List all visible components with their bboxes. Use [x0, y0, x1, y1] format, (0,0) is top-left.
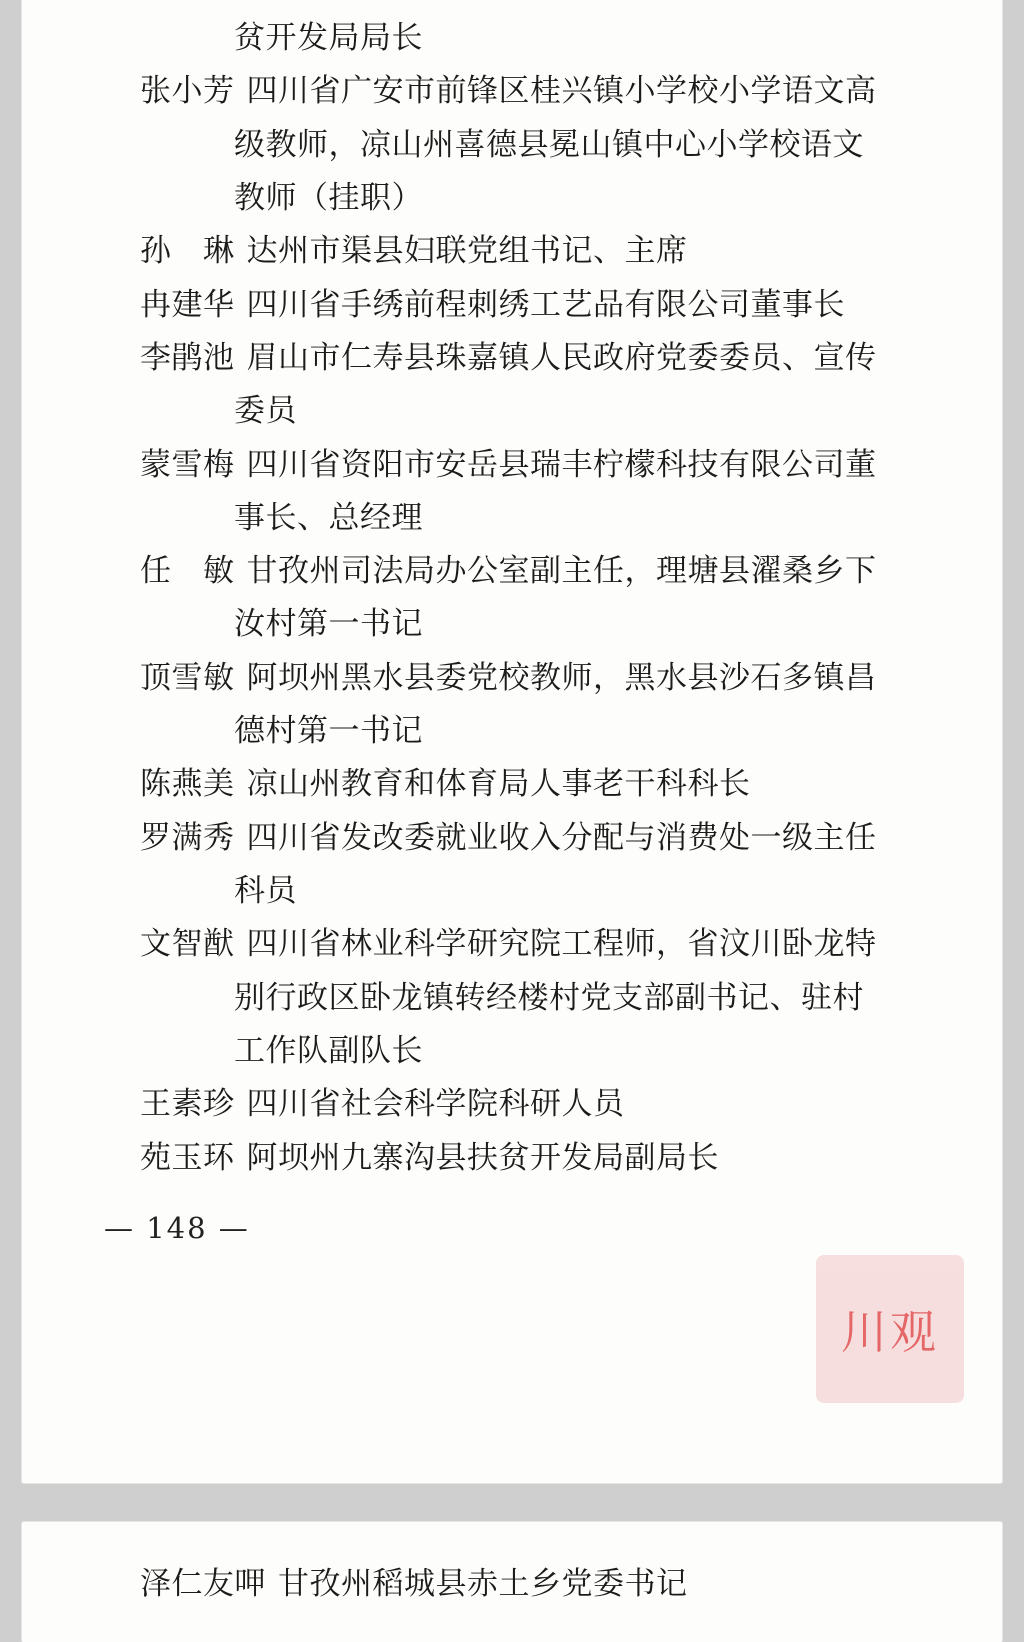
continued-line-from-previous-page: 贫开发局局长	[234, 20, 423, 56]
person-title: 四川省资阳市安岳县瑞丰柠檬科技有限公司董	[246, 446, 877, 483]
person-name: 文智猷	[140, 926, 235, 963]
person-title-cont: 汝村第一书记	[234, 606, 423, 643]
person-name: 王素珍	[140, 1086, 235, 1123]
list-item	[52, 1078, 972, 1131]
person-title: 四川省广安市前锋区桂兴镇小学校小学语文高	[246, 73, 877, 110]
list-item	[52, 439, 972, 492]
next-page-content	[22, 1522, 1002, 1611]
person-title-cont: 教师（挂职）	[234, 179, 423, 216]
list-item	[52, 225, 972, 278]
list-item	[52, 65, 972, 118]
person-name: 冉建华	[140, 286, 235, 323]
person-title: 四川省林业科学研究院工程师，省汶川卧龙特	[246, 926, 877, 963]
person-title: 甘孜州稻城县赤土乡党委书记	[278, 1566, 688, 1602]
person-title: 甘孜州司法局办公室副主任，理塘县濯桑乡下	[246, 553, 877, 590]
list-item	[52, 332, 972, 385]
list-item	[52, 918, 972, 971]
person-name: 蒙雪梅	[140, 446, 235, 483]
person-name: 顶雪敏	[140, 659, 235, 696]
list-item	[52, 1558, 972, 1611]
list-item	[52, 652, 972, 705]
person-title: 眉山市仁寿县珠嘉镇人民政府党委委员、宣传	[246, 339, 877, 376]
list-item	[52, 279, 972, 332]
person-name: 李鹃池	[140, 339, 235, 376]
person-title: 达州市渠县妇联党组书记、主席	[246, 233, 688, 270]
person-title: 四川省社会科学院科研人员	[246, 1086, 625, 1123]
list-item	[52, 812, 972, 865]
person-name: 孙 琳	[140, 233, 235, 270]
person-title: 四川省手绣前程刺绣工艺品有限公司董事长	[246, 286, 845, 323]
person-name: 陈燕美	[140, 766, 235, 803]
person-title-cont: 工作队副队长	[234, 1032, 423, 1069]
person-name: 张小芳	[140, 73, 235, 110]
person-title-cont: 委员	[234, 393, 297, 430]
list-item	[52, 758, 972, 811]
page-number: — 148 —	[104, 1210, 250, 1245]
document-page-next	[22, 1522, 1002, 1642]
person-name: 苑玉环	[140, 1139, 235, 1176]
person-title-cont: 德村第一书记	[234, 713, 423, 750]
document-page-148	[22, 0, 1002, 1483]
person-title-cont: 级教师，凉山州喜德县冕山镇中心小学校语文	[234, 126, 864, 163]
person-title-cont: 科员	[234, 873, 297, 909]
person-name: 罗满秀	[140, 819, 235, 856]
person-title: 四川省发改委就业收入分配与消费处一级主任	[246, 819, 877, 856]
person-title: 阿坝州九寨沟县扶贫开发局副局长	[246, 1139, 719, 1176]
person-title-cont: 别行政区卧龙镇转经楼村党支部副书记、驻村	[234, 979, 864, 1016]
page-content	[22, 0, 1002, 1245]
person-name: 泽仁友呷	[140, 1566, 266, 1602]
person-title: 阿坝州黑水县委党校教师，黑水县沙石多镇昌	[246, 659, 877, 696]
list-item	[52, 1132, 972, 1185]
person-name: 任 敏	[140, 553, 235, 590]
person-title: 凉山州教育和体育局人事老干科科长	[246, 766, 751, 803]
list-item	[52, 545, 972, 598]
person-title-cont: 事长、总经理	[234, 499, 423, 536]
watermark-logo: 川观	[816, 1255, 964, 1403]
